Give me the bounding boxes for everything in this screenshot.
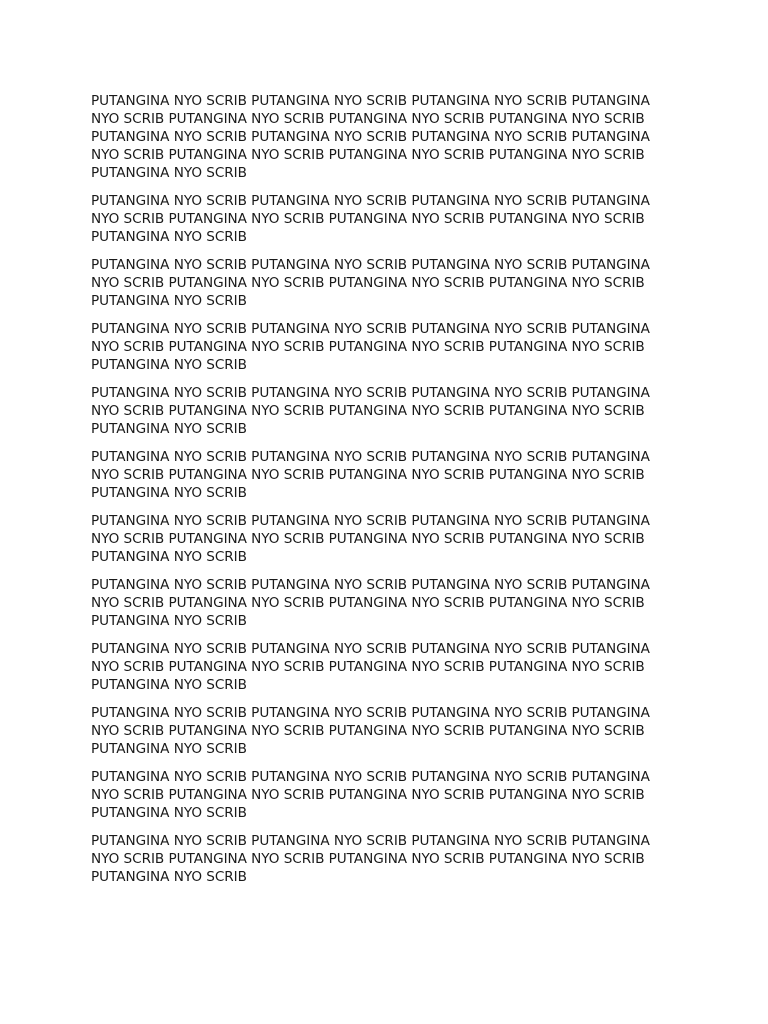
paragraph-4: PUTANGINA NYO SCRIB PUTANGINA NYO SCRIB PUTANGINA NYO SCRIB PUTANGINA NYO SCRIB PUTANGINA NYO SCRIB PUTANGINA NYO SCRIB PUTANGINA NYO SCRIB PUTANGINA NYO SCRIB (91, 321, 650, 373)
paragraph-11: PUTANGINA NYO SCRIB PUTANGINA NYO SCRIB PUTANGINA NYO SCRIB PUTANGINA NYO SCRIB PUTANGINA NYO SCRIB PUTANGINA NYO SCRIB PUTANGINA NYO SCRIB PUTANGINA NYO SCRIB (91, 769, 650, 821)
paragraph-6: PUTANGINA NYO SCRIB PUTANGINA NYO SCRIB PUTANGINA NYO SCRIB PUTANGINA NYO SCRIB PUTANGINA NYO SCRIB PUTANGINA NYO SCRIB PUTANGINA NYO SCRIB PUTANGINA NYO SCRIB (91, 449, 650, 501)
paragraph-8: PUTANGINA NYO SCRIB PUTANGINA NYO SCRIB PUTANGINA NYO SCRIB PUTANGINA NYO SCRIB PUTANGINA NYO SCRIB PUTANGINA NYO SCRIB PUTANGINA NYO SCRIB PUTANGINA NYO SCRIB (91, 577, 650, 629)
paragraph-5: PUTANGINA NYO SCRIB PUTANGINA NYO SCRIB PUTANGINA NYO SCRIB PUTANGINA NYO SCRIB PUTANGINA NYO SCRIB PUTANGINA NYO SCRIB PUTANGINA NYO SCRIB PUTANGINA NYO SCRIB (91, 385, 650, 437)
paragraph-10: PUTANGINA NYO SCRIB PUTANGINA NYO SCRIB PUTANGINA NYO SCRIB PUTANGINA NYO SCRIB PUTANGINA NYO SCRIB PUTANGINA NYO SCRIB PUTANGINA NYO SCRIB PUTANGINA NYO SCRIB (91, 705, 650, 757)
paragraph-2: PUTANGINA NYO SCRIB PUTANGINA NYO SCRIB PUTANGINA NYO SCRIB PUTANGINA NYO SCRIB PUTANGINA NYO SCRIB PUTANGINA NYO SCRIB PUTANGINA NYO SCRIB PUTANGINA NYO SCRIB (91, 193, 650, 245)
paragraph-9: PUTANGINA NYO SCRIB PUTANGINA NYO SCRIB PUTANGINA NYO SCRIB PUTANGINA NYO SCRIB PUTANGINA NYO SCRIB PUTANGINA NYO SCRIB PUTANGINA NYO SCRIB PUTANGINA NYO SCRIB (91, 641, 650, 693)
paragraph-1: PUTANGINA NYO SCRIB PUTANGINA NYO SCRIB PUTANGINA NYO SCRIB PUTANGINA NYO SCRIB PUTANGINA NYO SCRIB PUTANGINA NYO SCRIB PUTANGINA NYO SCRIB PUTANGINA NYO SCRIB PUTANGINA NYO SCRIB PUTANGINA NYO SCRIB PUTANGINA NYO SCRIB PUTANGINA NYO SCRIB PUTANGINA NYO SCRIB PUTANGINA NYO SCRIB PUTANGINA NYO SCRIB (91, 93, 650, 181)
paragraph-7: PUTANGINA NYO SCRIB PUTANGINA NYO SCRIB PUTANGINA NYO SCRIB PUTANGINA NYO SCRIB PUTANGINA NYO SCRIB PUTANGINA NYO SCRIB PUTANGINA NYO SCRIB PUTANGINA NYO SCRIB (91, 513, 650, 565)
document-body (91, 92, 671, 896)
paragraph-3: PUTANGINA NYO SCRIB PUTANGINA NYO SCRIB PUTANGINA NYO SCRIB PUTANGINA NYO SCRIB PUTANGINA NYO SCRIB PUTANGINA NYO SCRIB PUTANGINA NYO SCRIB PUTANGINA NYO SCRIB (91, 257, 650, 309)
paragraph-12: PUTANGINA NYO SCRIB PUTANGINA NYO SCRIB PUTANGINA NYO SCRIB PUTANGINA NYO SCRIB PUTANGINA NYO SCRIB PUTANGINA NYO SCRIB PUTANGINA NYO SCRIB PUTANGINA NYO SCRIB (91, 833, 650, 885)
